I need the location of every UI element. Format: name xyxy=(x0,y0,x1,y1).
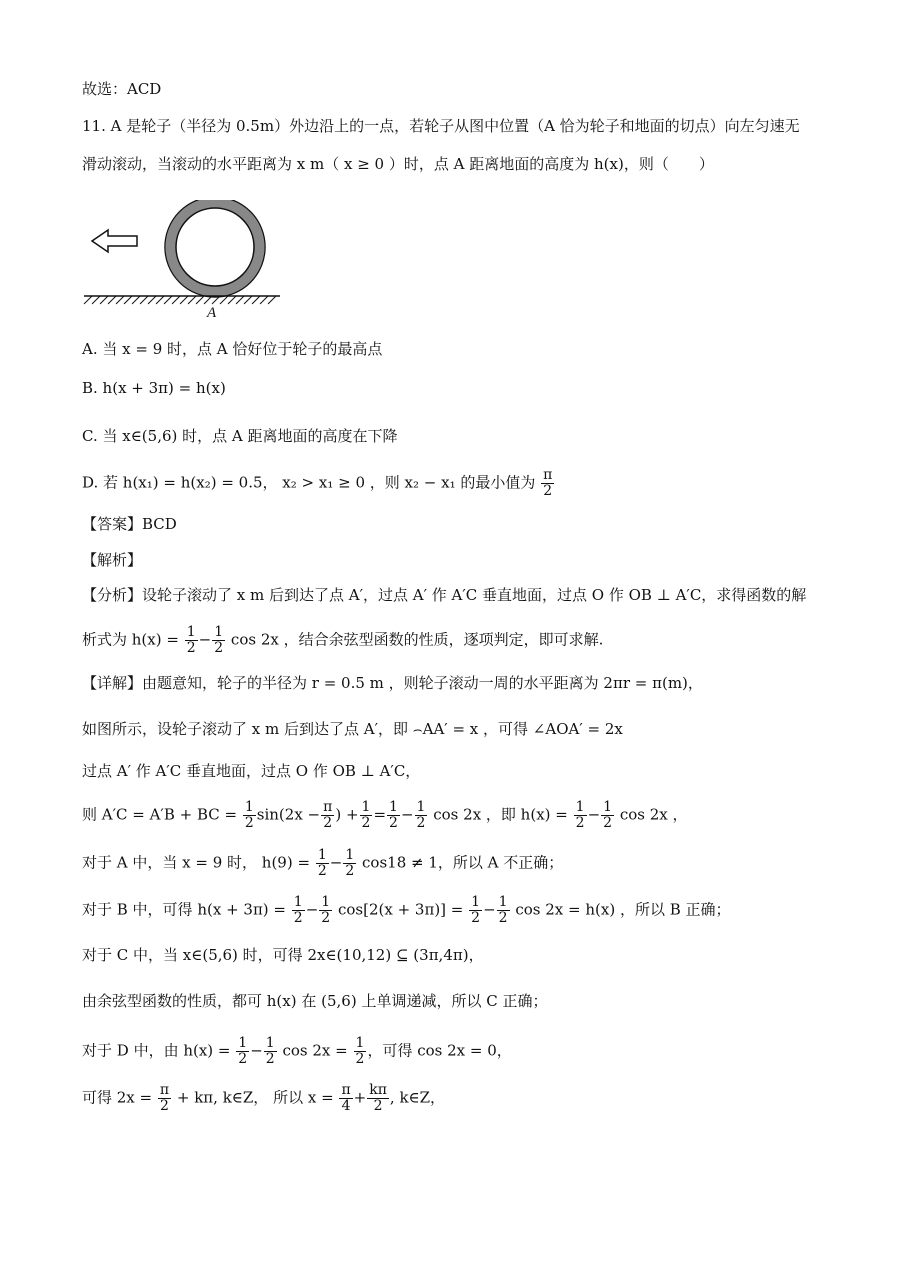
xiangjie-4e: cos 2x ， xyxy=(619,805,688,824)
option-d-analysis-1 xyxy=(82,1036,512,1067)
option-d-text: D. 若 h(x₁) = h(x₂) = 0.5， x₂ > x₁ ≥ 0 ，则 x₂ − x₁ 的最小值为 xyxy=(82,473,536,492)
xiangjie-line-2: 如图所示，设轮子滚动了 x m 后到达了点 A′，即 ⌢AA′ = x ，可得 ∠AOA′ = 2x xyxy=(82,720,623,738)
minus-sign: − xyxy=(329,853,343,872)
option-b-analysis xyxy=(82,895,731,926)
option-b: B. h(x + 3π) = h(x) xyxy=(82,379,226,397)
option-d-analysis-2 xyxy=(82,1083,445,1114)
fraction-half: $\frac{1}{2}$ xyxy=(317,847,327,879)
minus-sign: − xyxy=(400,805,414,824)
fraction-pi-quarter: $\frac{\pi}{4}$ xyxy=(341,1082,351,1114)
xiangjie-4c: ) + xyxy=(335,805,359,824)
fraction-half: $\frac{1}{2}$ xyxy=(244,799,254,831)
minus-sign: − xyxy=(250,1041,263,1060)
question-line-2: 滑动滚动，当滚动的水平距离为 x m（ x ≥ 0 ）时，点 A 距离地面的高度为 h(x)，则（ ） xyxy=(82,155,714,173)
fraction-kpi-half: $\frac{k\pi}{2}$ xyxy=(369,1082,387,1114)
fraction-half: $\frac{1}{2}$ xyxy=(238,1035,248,1067)
wheel-figure xyxy=(80,200,310,320)
fraction-half: $\frac{1}{2}$ xyxy=(389,799,398,831)
d-analysis-2-text-c: + xyxy=(353,1088,367,1107)
xiangjie-4a: 则 A′C = A′B + BC = xyxy=(82,805,238,824)
fraction-half: $\frac{1}{2}$ xyxy=(416,799,426,831)
xiangjie-line-3: 过点 A′ 作 A′C 垂直地面，过点 O 作 OB ⊥ A′C， xyxy=(82,762,421,780)
a-analysis-text-a: 对于 A 中，当 x = 9 时， h(9) = xyxy=(82,853,311,872)
xiangjie-line-1: 【详解】由题意知，轮子的半径为 r = 0.5 m ，则轮子滚动一周的水平距离为 2πr = π(m)， xyxy=(82,674,703,692)
option-c-analysis-2: 由余弦型函数的性质，都可 h(x) 在 (5,6) 上单调递减，所以 C 正确； xyxy=(82,992,548,1010)
option-a: A. 当 x = 9 时，点 A 恰好位于轮子的最高点 xyxy=(82,340,383,358)
b-analysis-text-b: cos[2(x + 3π)] = xyxy=(337,900,464,919)
fraction-half: $\frac{1}{2}$ xyxy=(498,894,508,926)
fraction-half: $\frac{1}{2}$ xyxy=(186,624,196,656)
d-analysis-text-a: 对于 D 中，由 h(x) = xyxy=(82,1041,231,1060)
left-arrow-icon xyxy=(92,230,137,252)
fraction-half: $\frac{1}{2}$ xyxy=(603,799,613,831)
fraction-half: $\frac{1}{2}$ xyxy=(471,894,481,926)
fraction-half: $\frac{1}{2}$ xyxy=(361,799,371,831)
a-analysis-text-b: cos18 ≠ 1，所以 A 不正确； xyxy=(362,853,564,872)
point-a-label: A xyxy=(207,305,217,320)
minus-sign: − xyxy=(198,630,212,649)
b-analysis-text-a: 对于 B 中，可得 h(x + 3π) = xyxy=(82,900,286,919)
fraction-half: $\frac{1}{2}$ xyxy=(575,799,585,831)
fenxi-line-1: 【分析】设轮子滚动了 x m 后到达了点 A′，过点 A′ 作 A′C 垂直地面，过点 O 作 OB ⊥ A′C，求得函数的解 xyxy=(82,586,807,604)
answer-label: 【答案】BCD xyxy=(82,515,177,533)
d-analysis-2-text-d: , k∈Z， xyxy=(389,1088,446,1107)
xiangjie-4d: cos 2x ，即 h(x) = xyxy=(433,805,568,824)
fenxi-text-a: 析式为 h(x) = xyxy=(82,630,179,649)
fraction-half: $\frac{1}{2}$ xyxy=(355,1035,365,1067)
minus-sign: − xyxy=(305,900,319,919)
option-c-analysis-1: 对于 C 中，当 x∈(5,6) 时，可得 2x∈(10,12) ⊆ (3π,4π)， xyxy=(82,946,484,964)
xiangjie-line-4: 则 A′C = A′B + BC = $\frac{1}{2}$ sin(2x − $\frac{\pi}{2}$ ) + $\frac{1}{2}$ = $\frac{1}{2}$ − $\frac{1}{2}$ cos 2x ，即 h(x) = $\frac{1}{2}$ − $\frac{1}{2}$ cos 2x ， xyxy=(82,799,688,831)
b-analysis-text-c: cos 2x = h(x) ，所以 B 正确； xyxy=(515,900,731,919)
wheel-inner xyxy=(176,208,254,286)
fraction-pi-half: $\frac{\pi}{2}$ xyxy=(159,1082,170,1114)
fraction-half: $\frac{1}{2}$ xyxy=(293,894,303,926)
option-c: C. 当 x∈(5,6) 时，点 A 距离地面的高度在下降 xyxy=(82,427,398,445)
minus-sign: − xyxy=(587,805,601,824)
xiangjie-4b: sin(2x − xyxy=(256,805,321,824)
fraction-half: $\frac{1}{2}$ xyxy=(265,1035,275,1067)
minus-sign: − xyxy=(483,900,496,919)
option-d xyxy=(82,468,555,499)
d-analysis-text-b: cos 2x = xyxy=(282,1041,348,1060)
fenxi-text-b: cos 2x ，结合余弦型函数的性质，逐项判定，即可求解. xyxy=(230,630,604,649)
d-analysis-text-c: ，可得 cos 2x = 0， xyxy=(367,1041,512,1060)
ground-hatch xyxy=(84,296,276,304)
fraction-half: $\frac{1}{2}$ xyxy=(321,894,331,926)
fenxi-line-2 xyxy=(82,625,603,656)
option-d-fraction: $\frac{\pi}{2}$ xyxy=(543,467,553,499)
d-analysis-2-text-b: + kπ, k∈Z， 所以 x = xyxy=(176,1088,334,1107)
question-line-1: 11. A 是轮子（半径为 0.5m）外边沿上的一点，若轮子从图中位置（A 恰为轮子和地面的切点）向左匀速无 xyxy=(82,117,800,135)
previous-answer: 故选：ACD xyxy=(82,80,162,98)
fraction-half: $\frac{1}{2}$ xyxy=(345,847,355,879)
option-a-analysis xyxy=(82,848,563,879)
fraction-pi-half: $\frac{\pi}{2}$ xyxy=(323,799,333,831)
d-analysis-2-text-a: 可得 2x = xyxy=(82,1088,153,1107)
analysis-label: 【解析】 xyxy=(82,551,143,569)
fraction-half: $\frac{1}{2}$ xyxy=(214,624,224,656)
